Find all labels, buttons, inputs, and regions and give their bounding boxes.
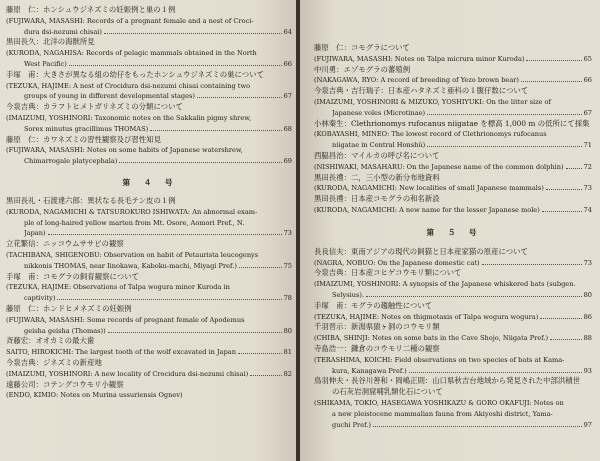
- entry-english-line: West Pacific): [24, 59, 67, 68]
- entry-japanese-title: 藤原 仁：カワネズミの習性観察及び習性知見: [6, 134, 161, 144]
- entry-japanese-title: 黒田長久：北洋の海獣所見: [6, 37, 95, 47]
- toc-entry: [314, 173, 592, 195]
- entry-english-line: Japan): [24, 229, 46, 238]
- entry-english-line: Sorex minutus gracillimus THOMAS): [24, 124, 149, 133]
- entry-english-line: a new pleistocene mammalian fauna from Akiyoshi district, Yama-: [332, 409, 553, 418]
- page-number: 80: [583, 290, 592, 299]
- leader-dots: [373, 426, 582, 427]
- leader-dots: [540, 318, 581, 319]
- entry-japanese-title: 手塚 甫：モグラの趨触性について: [314, 300, 433, 310]
- entry-japanese-title: 千羽晋示：新潟県猿ヶ洞のコウモリ類: [314, 322, 440, 332]
- page-number: 66: [283, 59, 292, 68]
- leader-dots: [48, 234, 282, 235]
- entry-english-line: Selysius).: [332, 290, 365, 299]
- entry-japanese-title: 斉藤宏：オオカミの最大歯: [6, 336, 95, 346]
- entry-japanese-title: 西脇昌治：マイルカの呼び名について: [314, 150, 440, 160]
- page-number: 71: [583, 141, 592, 150]
- entry-english-line: (KOBAYASHI, MINEO: The lowest record of Clethrionomys rufocanus: [314, 130, 547, 139]
- page-number: 97: [583, 420, 592, 429]
- entry-english-line: Japanese voles (Microtinae): [332, 108, 426, 117]
- entry-japanese-title: 黒田長禮：二，三小型の新分布地資料: [314, 172, 440, 182]
- toc-entry: [314, 65, 592, 87]
- leader-dots: [427, 146, 581, 147]
- entry-english-line: geisha geisha (Thomas)): [24, 326, 106, 335]
- page-number: 65: [583, 54, 592, 63]
- left-entries-before: [6, 5, 292, 167]
- leader-dots: [108, 332, 282, 333]
- entry-english-line: captivity): [24, 294, 56, 303]
- leader-dots: [566, 168, 582, 169]
- entry-english-line: niigatae in Central Honshû): [332, 141, 426, 150]
- entry-japanese-title: 藤原 仁：ホンシュウジネズミの妊娠例と巣の１例: [6, 5, 176, 14]
- issue-4-heading: 第 ４ 号: [122, 177, 176, 187]
- toc-entry: [314, 194, 592, 216]
- toc-entry: [314, 301, 592, 323]
- entry-english-line: SAITO, HIROKICHI: The largest tooth of the wolf excavated in Japan: [6, 348, 236, 357]
- leader-dots: [57, 299, 281, 300]
- leader-dots: [119, 162, 281, 163]
- leader-dots: [238, 353, 282, 354]
- entry-english-line: (TEZUKA, HAJIME: A nest of Crocidura dsi-nezumi chisai containing two: [6, 81, 251, 90]
- toc-entry: [6, 358, 292, 380]
- right-entries-before: [314, 43, 592, 216]
- leader-dots: [250, 375, 281, 376]
- left-entries-after: [6, 196, 292, 401]
- page-number: 80: [283, 326, 292, 335]
- entry-english-line: (FUJIWARA, MASASHI: Some records of pregnant female of Apodemus: [6, 315, 245, 324]
- page-number: 73: [583, 258, 592, 267]
- entry-english-line: dura dsi-nezumi chisai): [24, 27, 102, 36]
- page-number: 72: [583, 162, 592, 171]
- entry-japanese-title: 手塚 甫：大きさが異なる組の幼仔をもったホンシュウジネズミの巣について: [6, 69, 264, 79]
- entry-english-line: (NAGRA, NOBUO: On the Japanese domestic cat): [314, 258, 480, 267]
- entry-english-line: (NISHIWAKI, MASAHARU: On the Japanese name of the common dolphin): [314, 162, 564, 171]
- entry-japanese-title: 今泉吉典：日本産コヒゲコウモリ類について: [314, 268, 462, 278]
- entry-japanese-title: 小林秦生：Clethrionomys rufocanus niigatae を標高 1,000 m の低所にて採集: [314, 118, 590, 128]
- toc-entry: [314, 43, 592, 65]
- toc-entry: [6, 5, 292, 37]
- right-page: [300, 0, 600, 461]
- entry-japanese-title: 手塚 甫：コモグラの飼育観察について: [6, 271, 139, 281]
- toc-entry: [6, 70, 292, 102]
- page-number: 82: [283, 369, 292, 378]
- entry-japanese-title: 今泉吉典・吉行瑞子：日本産ハタネズミ亜科の１腹仔数について: [314, 86, 529, 96]
- entry-english-line: ple of long-haired yellow marten from Mt. Osore, Aomori Pref., N.: [24, 218, 245, 227]
- entry-japanese-title: 藤原 仁：ホンドヒメネズミの妊娠例: [6, 303, 132, 313]
- entry-english-line: (FUJIWARA, MASASHI: Notes on Talpa micrura minor Kuroda): [314, 54, 525, 63]
- entry-japanese-title: 黒田長禮：日本産コモグラの和名新設: [314, 194, 440, 204]
- leader-dots: [542, 211, 582, 212]
- toc-entry: [6, 336, 292, 358]
- entry-japanese-title: 立花繁信：ニッコウムササビの観察: [6, 239, 124, 249]
- page-number: 73: [283, 229, 292, 238]
- entry-english-line: (TERASHIMA, KOICHI: Field observations on two species of bats at Kama-: [314, 355, 565, 364]
- toc-entry: [6, 380, 292, 402]
- toc-entry: [314, 151, 592, 173]
- entry-english-line: (IMAIZUMI, YOSHINORI & MIZUKO, YOSHIYUKI: On the litter size of: [314, 97, 551, 106]
- page-number: 73: [583, 184, 592, 193]
- page-number: 86: [583, 312, 592, 321]
- leader-dots: [69, 65, 282, 66]
- entry-japanese-title: 長良信夫：東南アジアの現代の飼猫と日本産家猫の原産について: [314, 246, 528, 256]
- entry-english-line: Chimarrogale platycephala): [24, 157, 118, 166]
- entry-japanese-title: 鳥羽伸夫・長谷川善和・岡嶋正則：山口県秋吉台地域から発見された中部洪積世: [314, 376, 581, 386]
- entry-english-line: guchi Pref.): [332, 420, 371, 429]
- toc-entry: [6, 196, 292, 239]
- entry-english-line: (TEZUKA, HAJIME: Observations of Talpa wogura minor Kuroda in: [6, 283, 230, 292]
- leader-dots: [197, 97, 282, 98]
- entry-english-line: (KURODA, NAGAMICHI: New localities of small Japanese mammals): [314, 184, 544, 193]
- page-number: 75: [283, 261, 292, 270]
- entry-japanese-title: 今泉吉典：ジネズミの新産地: [6, 357, 102, 367]
- entry-english-line: groups of young in different developmental stages): [24, 92, 195, 101]
- entry-english-line: (SHIKAMA, TOKIO, HASEGAWA YOSHIKAZU & GORO OKAFUJI: Notes on: [314, 398, 564, 407]
- entry-english-line: (KURODA, NAGAMICHI: A new name for the lesser Japanese mole): [314, 205, 540, 214]
- page-number: 64: [283, 27, 292, 36]
- entry-japanese-title: 黒田長礼・石渡達六郎：異状なる長毛テン皮の１例: [6, 195, 176, 205]
- leader-dots: [550, 339, 581, 340]
- entry-english-line: (IMAIZUMI, YOSHINORI: Taxonomic notes on the Sakkalin pigmy shrew,: [6, 113, 252, 122]
- toc-entry: [314, 344, 592, 376]
- toc-entry: [314, 119, 592, 151]
- entry-japanese-title-cont: の石灰岩洞窟哺乳類化石について: [332, 387, 443, 397]
- entry-english-line: (FUJIWARA, MASASHI: Notes on some habits of Japanese watershrew,: [6, 146, 243, 155]
- toc-entry: [314, 322, 592, 344]
- entry-english-line: (ENDO, KIMIO: Notes on Murina ussuriensis Ognev): [6, 391, 183, 400]
- toc-entry: [6, 37, 292, 69]
- toc-entry: [314, 268, 592, 300]
- leader-dots: [526, 60, 581, 61]
- toc-entry: [314, 247, 592, 269]
- leader-dots: [366, 296, 582, 297]
- page-number: 93: [583, 366, 592, 375]
- leader-dots: [239, 267, 282, 268]
- leader-dots: [150, 130, 281, 131]
- entry-english-line: (IMAIZUMI, YOSHINORI: A synopsis of the Japanese whiskered bats (subgen.: [314, 280, 576, 289]
- leader-dots: [427, 114, 582, 115]
- entry-english-line: (CHIBA, SHINJI: Notes on some bats in the Cave Shojo, Niigata Pref.): [314, 334, 549, 343]
- toc-entry: [6, 135, 292, 167]
- page-number: 68: [283, 124, 292, 133]
- entry-english-line: (NAKAGAWA, RYO: A record of breeding of Yezo brown bear): [314, 76, 519, 85]
- entry-english-line: (IMAIZUMI, YOSHINORI: A new locality of Crocidura dsi-nezumi chisai): [6, 369, 249, 378]
- toc-entry: [314, 86, 592, 118]
- right-entries-after: [314, 247, 592, 431]
- entry-japanese-title: 今泉吉典：カラフトヒメトガリネズミの分類について: [6, 102, 183, 112]
- entry-japanese-title: 遠藤公司：コテングコウモリ小観察: [6, 379, 124, 389]
- entry-english-line: nikkonis THOMAS, near Iinokawa, Kaboku-machi, Miyagi Pref.): [24, 261, 237, 270]
- page-number: 69: [283, 157, 292, 166]
- left-page: [0, 0, 298, 461]
- leader-dots: [521, 81, 582, 82]
- leader-dots: [482, 264, 582, 265]
- entry-english-line: (KURODA, NAGAMICHI & TATSUROKURO ISHIWATA: An abnormal exam-: [6, 207, 258, 216]
- leader-dots: [546, 189, 582, 190]
- issue-5-heading: 第 ５ 号: [426, 227, 480, 237]
- toc-entry: [6, 272, 292, 304]
- toc-entry: [6, 102, 292, 134]
- entry-english-line: (FUJIWARA, MASASHI: Records of a pregnant female and a nest of Croci-: [6, 16, 254, 25]
- page-number: 78: [283, 294, 292, 303]
- entry-japanese-title: 寺島浩一：鎌倉のコウモリ二種の観察: [314, 343, 440, 353]
- entry-english-line: (TACHIBANA, SHIGENOBU: Observation on habit of Petaurista leucogenys: [6, 250, 259, 259]
- toc-entry: [6, 239, 292, 271]
- page-number: 88: [583, 334, 592, 343]
- entry-english-line: (TEZUKA, HAJIME: Notes on thigmotaxis of Talpa wogura wogura): [314, 312, 539, 321]
- page-number: 67: [583, 108, 592, 117]
- toc-entry: [314, 376, 592, 430]
- page-number: 74: [583, 205, 592, 214]
- leader-dots: [409, 372, 582, 373]
- leader-dots: [104, 33, 282, 34]
- entry-japanese-title: 藤原 仁：コモグラについて: [314, 43, 410, 52]
- page-number: 81: [283, 348, 292, 357]
- entry-japanese-title: 中川勇：エゾモグラの蕃殖例: [314, 64, 411, 74]
- entry-english-line: kura, Kanagawa Pref.): [332, 366, 407, 375]
- toc-entry: [6, 304, 292, 336]
- entry-english-line: (KURODA, NAGAHISA: Records of pelagic mammals obtained in the North: [6, 49, 257, 58]
- page-number: 67: [283, 92, 292, 101]
- page-number: 66: [583, 76, 592, 85]
